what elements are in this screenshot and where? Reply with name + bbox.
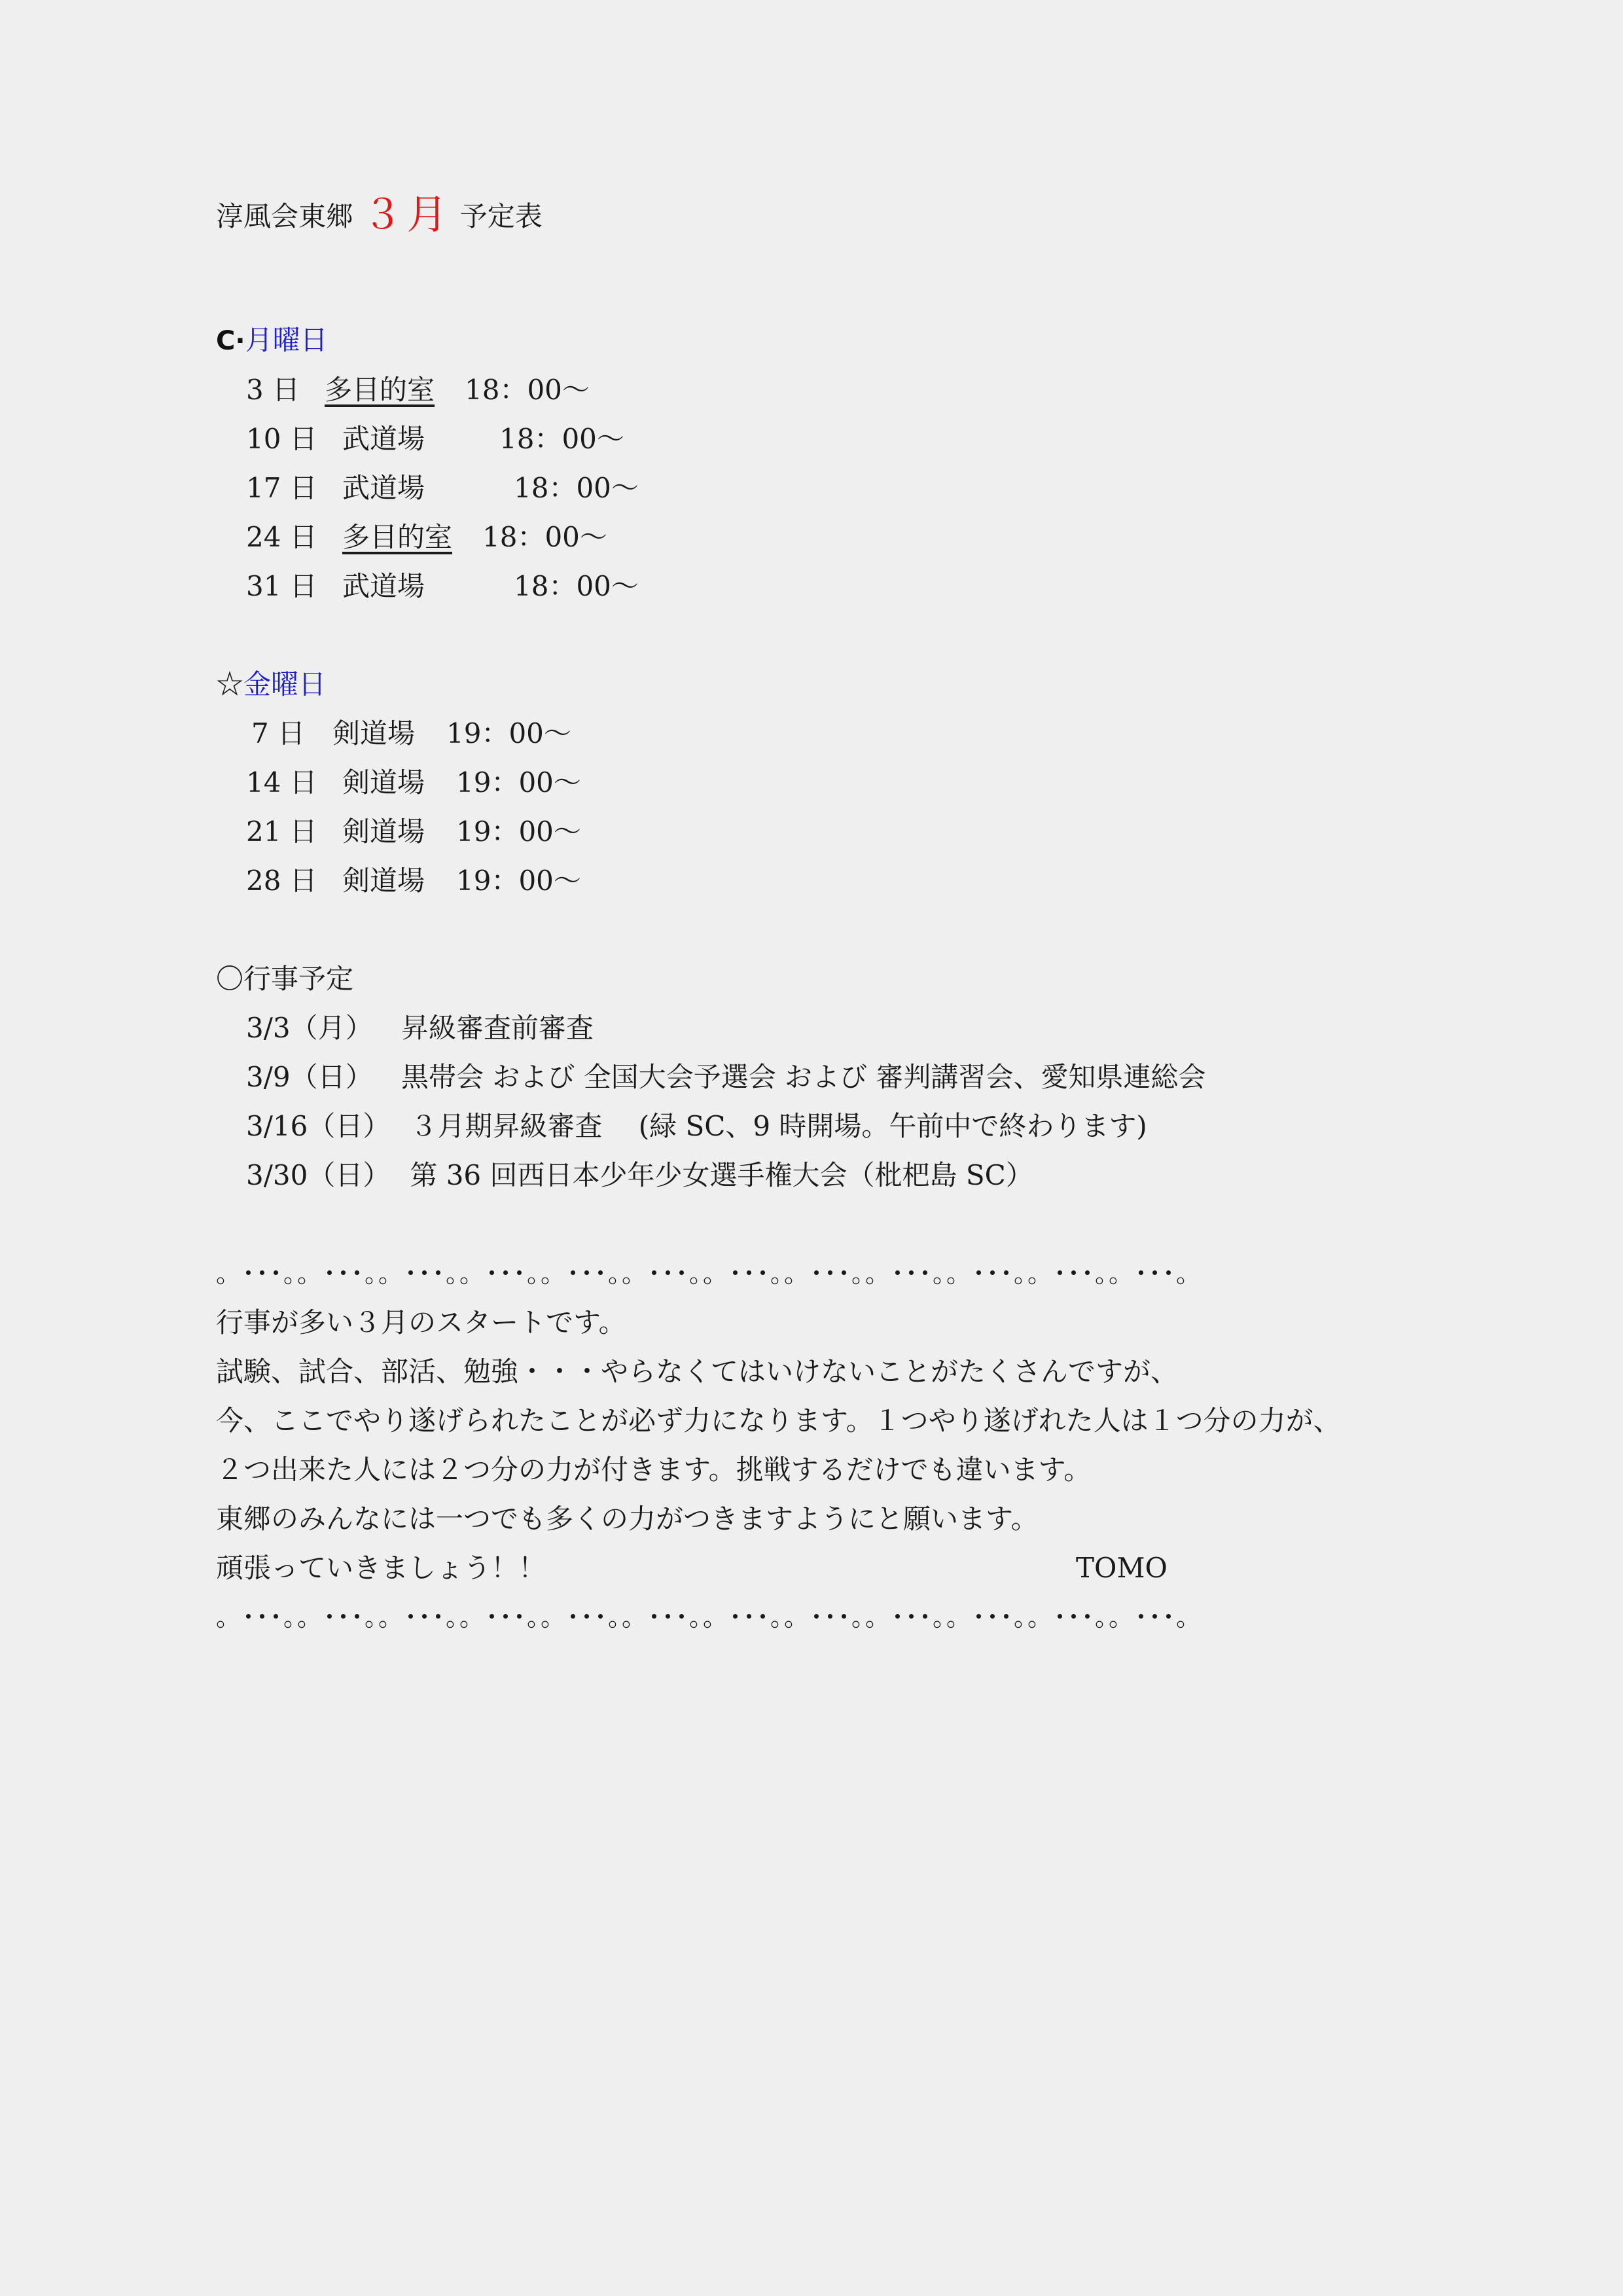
row-time: 19：00～	[456, 865, 581, 897]
row-time: 18：00～	[499, 423, 624, 455]
friday-row	[246, 863, 581, 899]
row-time: 18：00～	[465, 374, 590, 406]
row-place: 多目的室	[325, 374, 435, 406]
monday-row	[246, 568, 639, 605]
event-date: 3/16（日）	[246, 1110, 391, 1142]
row-day: 17 日	[246, 472, 317, 504]
event-row	[246, 1010, 594, 1047]
row-place: 武道場	[342, 423, 425, 455]
monday-row	[246, 519, 607, 556]
event-date: 3/3（月）	[246, 1012, 373, 1044]
row-place: 武道場	[342, 472, 425, 504]
event-text: ３月期昇級審査 (緑 SC、9 時開場。午前中で終わります)	[401, 1110, 1147, 1142]
event-row	[246, 1108, 1147, 1145]
row-day: 14 日	[246, 766, 317, 798]
row-time: 19：00～	[456, 816, 581, 848]
row-time: 18：00～	[514, 570, 639, 602]
row-place: 多目的室	[342, 521, 453, 553]
message-line: 行事が多い３月のスタートです。	[216, 1306, 626, 1338]
message-line: 頑張っていきましょう！！	[216, 1552, 546, 1584]
friday-row	[246, 764, 581, 801]
event-date: 3/9（日）	[246, 1061, 373, 1093]
message-line: 試験、試合、部活、勉強・・・やらなくてはいけないことがたくさんですが、	[216, 1355, 1179, 1388]
divider-bottom: 。･･･。。･･･。。･･･。。･･･。。･･･。。･･･。。･･･。。･･･。。･･･。。･･･。。･･･。。･･･。	[216, 1603, 1203, 1632]
row-day: 10 日	[246, 423, 317, 455]
event-row	[246, 1157, 1033, 1194]
events-heading: 〇行事予定	[216, 963, 354, 995]
monday-row	[246, 470, 639, 507]
monday-heading-label: 月曜日	[245, 324, 328, 356]
row-day: 3 日	[246, 374, 300, 406]
event-text: 第 36 回西日本少年少女選手権大会（枇杷島 SC）	[401, 1159, 1033, 1191]
row-day: 7 日	[251, 717, 306, 749]
row-day: 28 日	[246, 865, 317, 897]
title-suffix: 予定表	[459, 200, 543, 232]
row-time: 18：00～	[482, 521, 607, 553]
friday-row	[251, 715, 571, 752]
monday-row	[246, 372, 590, 408]
row-day: 21 日	[246, 816, 317, 848]
title-month: ３月	[362, 190, 452, 238]
row-day: 24 日	[246, 521, 317, 553]
title-prefix: 淳風会東郷	[216, 200, 354, 232]
moon-icon: C·	[216, 326, 245, 356]
monday-row	[246, 421, 624, 457]
signature: TOMO	[1076, 1552, 1168, 1584]
message-line: 東郷のみんなには一つでも多くの力がつきますようにと願います。	[216, 1503, 1039, 1535]
friday-heading	[216, 666, 326, 703]
friday-heading-label: 金曜日	[243, 668, 327, 700]
row-time: 18：00～	[514, 472, 639, 504]
event-row	[246, 1059, 1205, 1096]
row-place: 剣道場	[342, 865, 425, 897]
message-line: 今、ここでやり遂げられたことが必ず力になります。１つやり遂げれた人は１つ分の力が、	[216, 1405, 1341, 1437]
friday-row	[246, 814, 581, 850]
row-place: 武道場	[342, 570, 425, 602]
row-time: 19：00～	[456, 766, 581, 798]
row-day: 31 日	[246, 570, 317, 602]
row-place: 剣道場	[332, 717, 416, 749]
event-text: 昇級審査前審査	[401, 1012, 594, 1044]
divider-top: 。･･･。。･･･。。･･･。。･･･。。･･･。。･･･。。･･･。。･･･。。･･･。。･･･。。･･･。。･･･。	[216, 1259, 1203, 1288]
page-title	[216, 190, 543, 238]
monday-heading	[216, 322, 328, 359]
star-icon: ☆	[216, 668, 244, 700]
row-time: 19：00～	[446, 717, 571, 749]
event-date: 3/30（日）	[246, 1159, 391, 1191]
message-line: ２つ出来た人には２つ分の力が付きます。挑戦するだけでも違います。	[216, 1454, 1092, 1486]
event-text: 黒帯会 および 全国大会予選会 および 審判講習会、愛知県連総会	[401, 1061, 1206, 1093]
row-place: 剣道場	[342, 816, 425, 848]
row-place: 剣道場	[342, 766, 425, 798]
